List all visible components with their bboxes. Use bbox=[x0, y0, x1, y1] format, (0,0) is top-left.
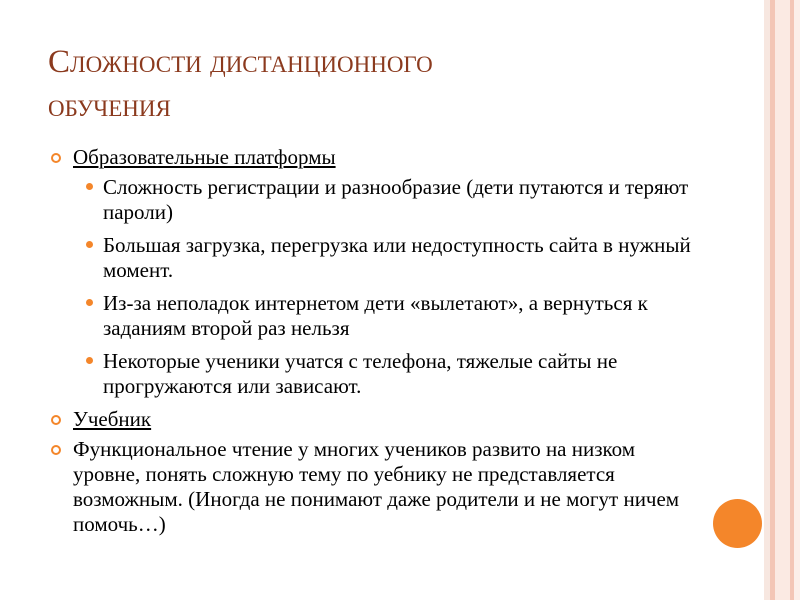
slide-title-line-1: Сложности дистанционного bbox=[48, 44, 433, 80]
bullet-text: Некоторые ученики учатся с телефона, тяжелые сайты не прогружаются или зависают. bbox=[103, 349, 618, 398]
bullet-text: Из-за неполадок интернетом дети «вылетают», а вернуться к заданиям второй раз нельзя bbox=[103, 291, 648, 340]
bullet-level1-textbook-text bbox=[46, 437, 706, 537]
bullet-list bbox=[46, 145, 706, 542]
bullet-text: Сложность регистрации и разнообразие (дети путаются и теряют пароли) bbox=[103, 175, 689, 224]
bullet-level1-platforms bbox=[46, 145, 706, 170]
slide-title-line-2: обучения bbox=[48, 88, 171, 124]
bullet-level2 bbox=[46, 175, 706, 225]
dot-bullet-icon bbox=[86, 183, 93, 190]
bullet-level2 bbox=[46, 349, 706, 399]
bullet-text: Большая загрузка, перегрузка или недоступность сайта в нужный момент. bbox=[103, 233, 691, 282]
ring-bullet-icon bbox=[51, 415, 61, 425]
bullet-level1-textbook bbox=[46, 407, 706, 432]
ring-bullet-icon bbox=[51, 153, 61, 163]
decor-stripe bbox=[794, 0, 800, 600]
bullet-heading: Образовательные платформы bbox=[73, 145, 336, 169]
ring-bullet-icon bbox=[51, 445, 61, 455]
bullet-heading: Учебник bbox=[73, 407, 152, 431]
slide-title bbox=[48, 40, 748, 128]
decor-circle bbox=[713, 499, 762, 548]
dot-bullet-icon bbox=[86, 241, 93, 248]
dot-bullet-icon bbox=[86, 357, 93, 364]
bullet-level2 bbox=[46, 291, 706, 341]
bullet-level2 bbox=[46, 233, 706, 283]
decor-stripe bbox=[775, 0, 790, 600]
bullet-text: Функциональное чтение у многих учеников развито на низком уровне, понять сложную тему по уебнику не представляется возможным. (Иногда не понимают даже родители и не могут ничем помочь…) bbox=[73, 437, 680, 536]
dot-bullet-icon bbox=[86, 299, 93, 306]
